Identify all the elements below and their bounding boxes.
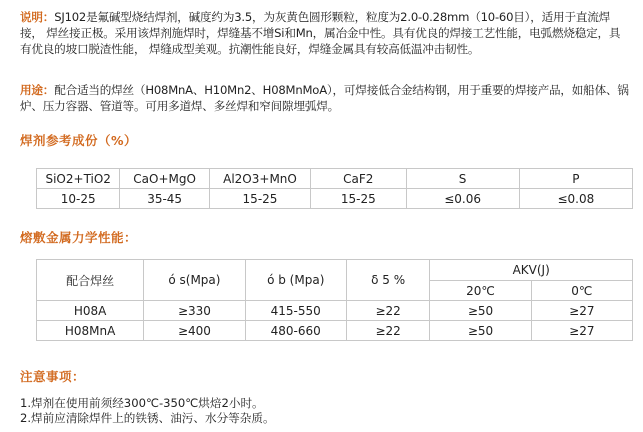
composition-header-row <box>37 169 633 189</box>
composition-header-cell: SiO2+TiO2 <box>37 169 120 189</box>
header-tensile-strength: ó b (Mpa) <box>245 260 346 301</box>
cell-akv-0c: ≥27 <box>531 301 632 321</box>
header-yield-strength: ó s(Mpa) <box>144 260 245 301</box>
header-akv-20c: 20℃ <box>430 281 531 301</box>
composition-title: 焊剂参考成份（%） <box>20 133 138 148</box>
mechanical-header-row <box>37 260 633 281</box>
header-elongation: δ 5 % <box>346 260 429 301</box>
header-akv-0c: 0℃ <box>531 281 632 301</box>
intro-label: 说明： <box>20 10 55 24</box>
composition-header-cell: CaO+MgO <box>120 169 209 189</box>
composition-header-cell: P <box>519 169 632 189</box>
composition-value-cell: ≤0.08 <box>519 189 632 209</box>
list-item: 2.焊前应清除焊件上的铁锈、油污、水分等杂质。 <box>20 411 275 425</box>
cell-wire: H08MnA <box>37 321 144 341</box>
composition-value-cell: ≤0.06 <box>406 189 519 209</box>
composition-value-row <box>37 189 633 209</box>
cell-yield-strength: ≥400 <box>144 321 245 341</box>
cell-tensile-strength: 480-660 <box>245 321 346 341</box>
usage-text: 配合适当的焊丝（H08MnA、H10Mn2、H08MnMoA），可焊接低合金结构钢，用于重要的焊接产品，如船体、锅炉、压力容器、管道等。可用多道焊、多丝焊和窄间隙埋弧焊。 <box>20 83 629 113</box>
composition-value-cell: 10-25 <box>37 189 120 209</box>
table-row <box>37 321 633 341</box>
table-row <box>37 301 633 321</box>
cell-elongation: ≥22 <box>346 301 429 321</box>
mechanical-title: 熔敷金属力学性能： <box>20 230 138 245</box>
composition-value-cell: 35-45 <box>120 189 209 209</box>
usage-paragraph <box>20 82 630 114</box>
cell-tensile-strength: 415-550 <box>245 301 346 321</box>
cell-elongation: ≥22 <box>346 321 429 341</box>
list-item: 1.焊剂在使用前须经300℃-350℃烘焙2小时。 <box>20 396 264 410</box>
cell-akv-20c: ≥50 <box>430 321 531 341</box>
intro-text: SJ102是氟碱型烧结焊剂，碱度约为3.5，为灰黄色圆形颗粒，粒度为2.0-0.28mm（10-60目），适用于直流焊接， 焊丝接正极。采用该焊剂施焊时，焊缝基不增Si和Mn，属冶金中性。具有优良的焊接工艺性能，电弧燃烧稳定，具有优良的坡口脱渣性能， 焊缝成型美观。抗潮性能良好，焊缝金属具有较高低温冲击韧性。 <box>20 10 621 56</box>
mechanical-table <box>36 259 633 341</box>
usage-label: 用途： <box>20 83 55 97</box>
composition-header-cell: S <box>406 169 519 189</box>
header-wire: 配合焊丝 <box>37 260 144 301</box>
intro-paragraph <box>20 9 630 57</box>
notes-list <box>20 396 275 426</box>
cell-yield-strength: ≥330 <box>144 301 245 321</box>
composition-table <box>36 168 633 209</box>
header-akv: AKV(J) <box>430 260 633 281</box>
cell-akv-0c: ≥27 <box>531 321 632 341</box>
composition-value-cell: 15-25 <box>209 189 310 209</box>
cell-akv-20c: ≥50 <box>430 301 531 321</box>
cell-wire: H08A <box>37 301 144 321</box>
notes-title: 注意事项： <box>20 369 86 384</box>
composition-header-cell: Al2O3+MnO <box>209 169 310 189</box>
composition-value-cell: 15-25 <box>311 189 406 209</box>
composition-header-cell: CaF2 <box>311 169 406 189</box>
